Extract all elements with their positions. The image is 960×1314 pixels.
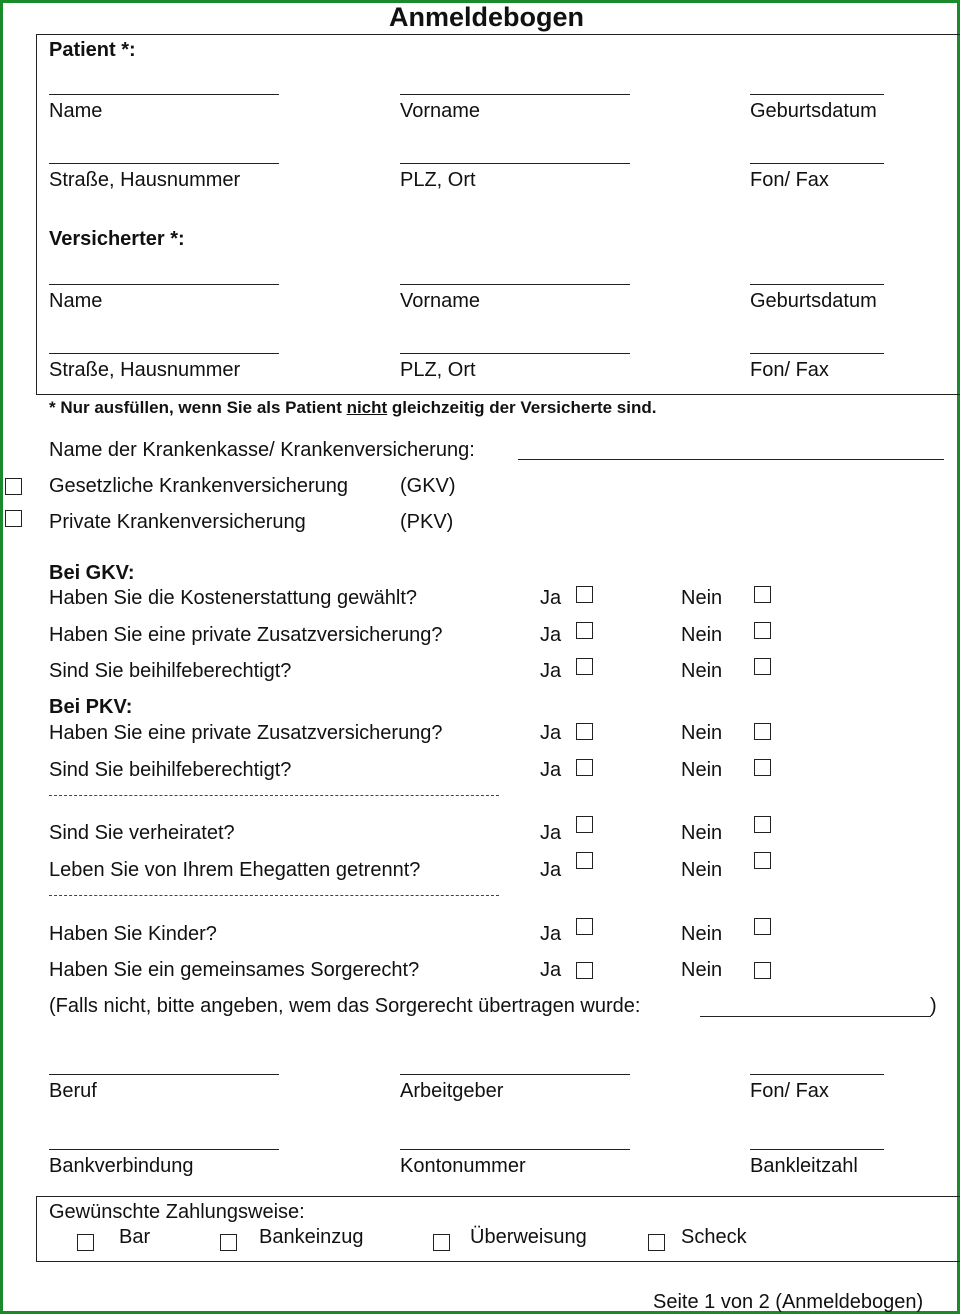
patient-name-label: Name [49, 100, 103, 122]
children-yes-label: Ja [540, 923, 562, 945]
pkv-q1-label: Haben Sie eine private Zusatzversicherung? [49, 722, 443, 744]
patient-name-field[interactable] [49, 94, 279, 95]
children-no-checkbox[interactable] [754, 918, 771, 935]
gkv-q3-label: Sind Sie beihilfeberechtigt? [49, 660, 292, 682]
patient-fon-field[interactable] [750, 163, 884, 164]
payment-scheck-label: Scheck [681, 1226, 747, 1248]
gkv-q1-no-checkbox[interactable] [754, 586, 771, 603]
versicherter-heading: Versicherter *: [49, 228, 185, 250]
gkv-q2-yes-checkbox[interactable] [576, 622, 593, 639]
custody-no-checkbox[interactable] [754, 962, 771, 979]
pkv-q2-label: Sind Sie beihilfeberechtigt? [49, 759, 292, 781]
married-q-label: Sind Sie verheiratet? [49, 822, 235, 844]
bankleitzahl-label: Bankleitzahl [750, 1155, 858, 1177]
versicherter-fon-field[interactable] [750, 353, 884, 354]
custody-yes-label: Ja [540, 959, 562, 981]
gkv-q1-yes-checkbox[interactable] [576, 586, 593, 603]
married-yes-label: Ja [540, 822, 562, 844]
versicherter-plz-ort-label: PLZ, Ort [400, 359, 476, 381]
versicherter-name-label: Name [49, 290, 103, 312]
custody-holder-field[interactable] [700, 1016, 931, 1017]
patient-geburtsdatum-field[interactable] [750, 94, 884, 95]
beruf-label: Beruf [49, 1080, 97, 1102]
versicherter-strasse-label: Straße, Hausnummer [49, 359, 241, 381]
pkv-q2-yes-checkbox[interactable] [576, 759, 593, 776]
arbeitgeber-label: Arbeitgeber [400, 1080, 504, 1102]
versicherter-geburtsdatum-label: Geburtsdatum [750, 290, 877, 312]
job-fon-field[interactable] [750, 1074, 884, 1075]
patient-vorname-label: Vorname [400, 100, 481, 122]
gkv-q3-yes-checkbox[interactable] [576, 658, 593, 675]
versicherter-vorname-field[interactable] [400, 284, 630, 285]
patient-vorname-field[interactable] [400, 94, 630, 95]
patient-fon-label: Fon/ Fax [750, 169, 829, 191]
pkv-q2-no-checkbox[interactable] [754, 759, 771, 776]
versicherter-vorname-label: Vorname [400, 290, 481, 312]
bankleitzahl-field[interactable] [750, 1149, 884, 1150]
pkv-option-label: Private Krankenversicherung [49, 511, 306, 533]
krankenkasse-label: Name der Krankenkasse/ Krankenversicherung: [49, 439, 475, 461]
bankverbindung-field[interactable] [49, 1149, 279, 1150]
custody-no-label: Nein [681, 959, 723, 981]
married-no-label: Nein [681, 822, 723, 844]
payment-bar-label: Bar [119, 1226, 151, 1248]
section-divider [49, 795, 499, 796]
custody-q-label: Haben Sie ein gemeinsames Sorgerecht? [49, 959, 420, 981]
gkv-heading: Bei GKV: [49, 562, 135, 584]
patient-heading: Patient *: [49, 39, 136, 61]
kontonummer-label: Kontonummer [400, 1155, 526, 1177]
payment-scheck-checkbox[interactable] [648, 1234, 665, 1251]
footnote-text-after: gleichzeitig der Versicherte sind. [387, 398, 657, 417]
payment-label: Gewünschte Zahlungsweise: [49, 1201, 305, 1223]
payment-bankeinzug-checkbox[interactable] [220, 1234, 237, 1251]
gkv-q2-label: Haben Sie eine private Zusatzversicherung? [49, 624, 443, 646]
children-no-label: Nein [681, 923, 723, 945]
separated-yes-checkbox[interactable] [576, 852, 593, 869]
patient-plz-ort-field[interactable] [400, 163, 630, 164]
gkv-q2-yes-label: Ja [540, 624, 562, 646]
bankverbindung-label: Bankverbindung [49, 1155, 194, 1177]
separated-yes-label: Ja [540, 859, 562, 881]
separated-no-checkbox[interactable] [754, 852, 771, 869]
payment-bar-checkbox[interactable] [77, 1234, 94, 1251]
payment-bankeinzug-label: Bankeinzug [259, 1226, 364, 1248]
arbeitgeber-field[interactable] [400, 1074, 630, 1075]
gkv-q3-yes-label: Ja [540, 660, 562, 682]
pkv-checkbox[interactable] [5, 510, 22, 527]
personal-data-box [36, 34, 960, 395]
separated-q-label: Leben Sie von Ihrem Ehegatten getrennt? [49, 859, 421, 881]
versicherter-geburtsdatum-field[interactable] [750, 284, 884, 285]
versicherter-name-field[interactable] [49, 284, 279, 285]
payment-ueberweisung-checkbox[interactable] [433, 1234, 450, 1251]
gkv-option-label: Gesetzliche Krankenversicherung [49, 475, 349, 497]
gkv-q3-no-checkbox[interactable] [754, 658, 771, 675]
pkv-q1-yes-checkbox[interactable] [576, 723, 593, 740]
patient-geburtsdatum-label: Geburtsdatum [750, 100, 877, 122]
pkv-heading: Bei PKV: [49, 696, 133, 718]
pkv-q2-yes-label: Ja [540, 759, 562, 781]
pkv-q1-no-label: Nein [681, 722, 723, 744]
versicherter-plz-ort-field[interactable] [400, 353, 630, 354]
gkv-checkbox[interactable] [5, 478, 22, 495]
custody-note: (Falls nicht, bitte angeben, wem das Sorgerecht übertragen wurde: [49, 995, 641, 1017]
gkv-q1-label: Haben Sie die Kostenerstattung gewählt? [49, 587, 418, 609]
page-footer: Seite 1 von 2 (Anmeldebogen) [653, 1291, 924, 1313]
footnote-underlined: nicht [346, 398, 388, 417]
payment-ueberweisung-label: Überweisung [470, 1226, 587, 1248]
gkv-q2-no-label: Nein [681, 624, 723, 646]
versicherter-fon-label: Fon/ Fax [750, 359, 829, 381]
children-q-label: Haben Sie Kinder? [49, 923, 217, 945]
section-divider [49, 895, 499, 896]
gkv-q2-no-checkbox[interactable] [754, 622, 771, 639]
footnote-text-before: * Nur ausfüllen, wenn Sie als Patient [49, 398, 347, 417]
pkv-q2-no-label: Nein [681, 759, 723, 781]
married-yes-checkbox[interactable] [576, 816, 593, 833]
pkv-option-abbr: (PKV) [400, 511, 454, 533]
gkv-q1-yes-label: Ja [540, 587, 562, 609]
pkv-q1-no-checkbox[interactable] [754, 723, 771, 740]
footnote [49, 399, 656, 416]
patient-plz-ort-label: PLZ, Ort [400, 169, 476, 191]
versicherter-strasse-field[interactable] [49, 353, 279, 354]
krankenkasse-field[interactable] [518, 459, 944, 460]
patient-strasse-field[interactable] [49, 163, 279, 164]
gkv-q1-no-label: Nein [681, 587, 723, 609]
pkv-q1-yes-label: Ja [540, 722, 562, 744]
form-title: Anmeldebogen [389, 2, 585, 32]
children-yes-checkbox[interactable] [576, 918, 593, 935]
married-no-checkbox[interactable] [754, 816, 771, 833]
patient-strasse-label: Straße, Hausnummer [49, 169, 241, 191]
custody-yes-checkbox[interactable] [576, 962, 593, 979]
custody-note-close: ) [930, 995, 937, 1017]
gkv-option-abbr: (GKV) [400, 475, 456, 497]
gkv-q3-no-label: Nein [681, 660, 723, 682]
job-fon-label: Fon/ Fax [750, 1080, 829, 1102]
kontonummer-field[interactable] [400, 1149, 630, 1150]
separated-no-label: Nein [681, 859, 723, 881]
beruf-field[interactable] [49, 1074, 279, 1075]
